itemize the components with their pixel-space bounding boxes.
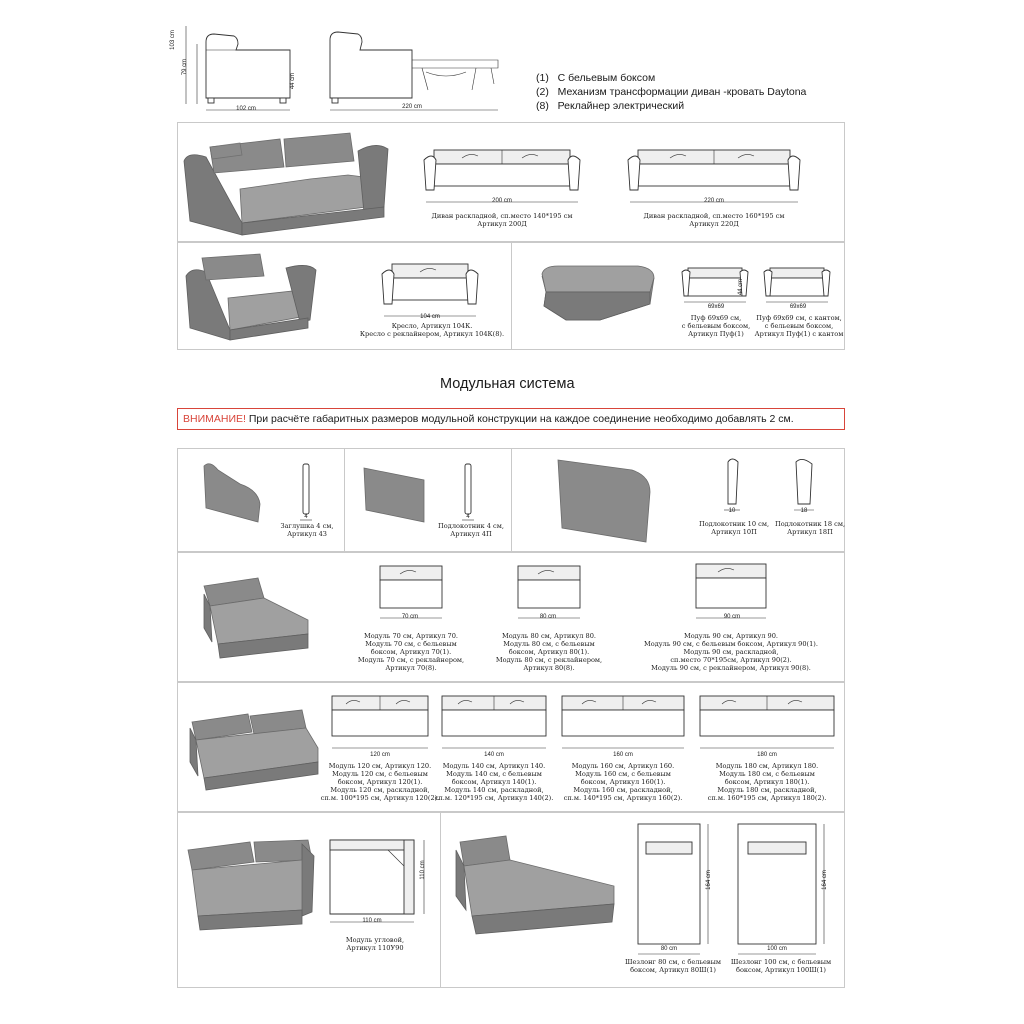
caption-line: Диван раскладной, сп.место 160*195 см <box>643 212 785 220</box>
chaise-100-drawing <box>736 822 836 962</box>
caption-line: сп.м. 120*195 см, Артикул 140(2). <box>434 794 554 802</box>
dim-height-back: 79 cm <box>182 58 188 76</box>
caption-line: боксом, Артикул 70(1). <box>370 648 452 656</box>
armrest-10-drawing <box>722 456 742 510</box>
armrest-18-drawing <box>792 456 816 510</box>
caption-line: Модуль 160 см, с бельевым <box>575 770 671 778</box>
module-90-drawing <box>692 560 772 620</box>
caption-line: Модуль 120 см, Артикул 120. <box>328 762 432 770</box>
module-140-caption <box>434 762 554 802</box>
caption-line: сп.место 70*195см, Артикул 90(2). <box>670 656 792 664</box>
caption-line: Диван раскладной, сп.место 140*195 см <box>431 212 573 220</box>
module-120-drawing <box>330 692 430 752</box>
caption-line: Модуль 70 см, с бельевым <box>365 640 457 648</box>
caption-line: сп.м. 140*195 см, Артикул 160(2). <box>563 794 683 802</box>
module-90-width: 90 cm <box>723 614 741 620</box>
caption-line: Артикул 10П <box>711 528 757 536</box>
pouf-height: 44 cm <box>738 278 744 296</box>
armchair-render <box>182 250 322 340</box>
module-180-drawing <box>698 692 836 752</box>
pouf-a-size: 69x69 <box>707 304 725 310</box>
module-140-width: 140 cm <box>484 752 504 758</box>
chaise-80-caption <box>618 958 728 974</box>
module-180-width: 180 cm <box>757 752 777 758</box>
module-160-width: 160 cm <box>613 752 633 758</box>
armrest-4-drawing <box>462 462 476 522</box>
caption-line: Модуль 90 см, с реклайнером, Артикул 90(8). <box>651 664 811 672</box>
caption-line: Модуль 70 см, Артикул 70. <box>363 632 459 640</box>
caption-line: Модуль 80 см, Артикул 80. <box>501 632 597 640</box>
corner-module-drawing <box>328 834 428 924</box>
sofa-220-drawing <box>626 146 802 206</box>
corner-width: 110 cm <box>362 918 382 924</box>
caption-line: Подлокотник 10 см, <box>698 520 770 528</box>
chaise-80-height: 164 cm <box>706 870 712 890</box>
pouf-render <box>538 262 658 332</box>
caption-line: боксом, Артикул 180(1). <box>724 778 810 786</box>
module-140-drawing <box>440 692 548 752</box>
caption-line: Модуль 90 см, с бельевым боксом, Артикул 90(1). <box>644 640 818 648</box>
caption-line: Артикул Пуф(1) с кантом <box>754 330 844 338</box>
corner-module-render <box>184 832 324 932</box>
sofa-200-drawing <box>422 146 582 206</box>
sofa-render <box>180 127 400 237</box>
caption-line: Шезлонг 100 см, с бельевым <box>730 958 832 966</box>
armchair-drawing <box>380 260 480 320</box>
caption-line: Артикул 200Д <box>477 220 527 228</box>
armrest-4-dim: 4 <box>466 514 470 520</box>
divider <box>440 812 441 988</box>
caption-line: Модуль 140 см, с бельевым <box>446 770 542 778</box>
caption-line: Пуф 69x69 см, с кантом, <box>756 314 842 322</box>
module-160-drawing <box>560 692 686 752</box>
caption-line: Шезлонг 80 см, с бельевым <box>624 958 722 966</box>
end-cap-dim: 4 <box>304 514 308 520</box>
caption-line: Модуль 80 см, с реклайнером, <box>495 656 603 664</box>
caption-line: Артикул 70(8). <box>385 664 437 672</box>
legend-text: С бельевым боксом <box>557 72 656 84</box>
legend-item <box>536 86 806 99</box>
caption-line: Модуль 120 см, с бельевым <box>332 770 428 778</box>
warning-text: При расчёте габаритных размеров модульной конструкции на каждое соединение необходимо добавлять 2 см. <box>245 413 794 425</box>
caption-line: с бельевым боксом, <box>764 322 834 330</box>
caption-line: Артикул 4П <box>450 530 492 538</box>
caption-line: Артикул 80(8). <box>523 664 575 672</box>
chaise-100-width: 100 cm <box>767 946 787 952</box>
sofa-200-caption <box>402 212 602 228</box>
caption-line: Модуль 180 см, Артикул 180. <box>715 762 819 770</box>
corner-height: 110 cm <box>420 860 426 880</box>
chaise-80-width: 80 cm <box>660 946 678 952</box>
caption-line: Модуль 160 см, раскладной, <box>573 786 673 794</box>
armrest-10-render <box>554 456 654 542</box>
caption-line: Модуль угловой, <box>345 936 405 944</box>
caption-line: Артикул Пуф(1) <box>688 330 744 338</box>
armrest-4-render <box>360 462 430 522</box>
caption-line: Модуль 160 см, Артикул 160. <box>571 762 675 770</box>
module-80-width: 80 cm <box>539 614 557 620</box>
sofa-220-width: 220 cm <box>704 198 724 204</box>
caption-line: Артикул 18П <box>787 528 833 536</box>
module-80-caption <box>484 632 614 672</box>
corner-caption <box>330 936 420 952</box>
legend-text: Механизм трансформации диван -кровать Daytona <box>557 86 807 98</box>
legend-item <box>536 100 684 113</box>
caption-line: Модуль 90 см, Артикул 90. <box>683 632 779 640</box>
module-90-caption <box>636 632 826 672</box>
caption-line: боксом, Артикул 80Ш(1) <box>630 966 716 974</box>
dim-width-side: 102 cm <box>236 106 256 112</box>
caption-line: Модуль 120 см, раскладной, <box>330 786 430 794</box>
armrest-18-caption <box>770 520 850 536</box>
caption-line: сп.м. 100*195 см, Артикул 120(2). <box>320 794 440 802</box>
module-80-drawing <box>514 562 584 622</box>
caption-line: боксом, Артикул 140(1). <box>451 778 537 786</box>
armrest-18-dim: 18 <box>800 508 808 514</box>
caption-line: боксом, Артикул 120(1). <box>337 778 423 786</box>
armrest-4-caption <box>426 522 516 538</box>
caption-line: сп.м. 160*195 см, Артикул 180(2). <box>707 794 827 802</box>
chaise-100-caption <box>726 958 836 974</box>
end-cap-drawing <box>300 462 314 522</box>
chaise-80-drawing <box>636 822 716 962</box>
caption-line: Кресло с реклайнером, Артикул 104К(8). <box>359 330 505 338</box>
armrest-10-caption <box>694 520 774 536</box>
double-module-render <box>186 704 326 794</box>
unfolded-view-drawing <box>326 20 516 110</box>
dim-height-total: 103 cm <box>170 30 176 50</box>
caption-line: Модуль 70 см, с реклайнером, <box>357 656 465 664</box>
armchair-width: 104 cm <box>420 314 440 320</box>
warning-banner <box>177 408 845 430</box>
module-120-caption <box>320 762 440 802</box>
legend-number: (8) <box>536 100 549 112</box>
chaise-render <box>452 830 622 940</box>
module-70-width: 70 cm <box>401 614 419 620</box>
module-70-drawing <box>376 562 446 622</box>
dim-seat-height: 44 cm <box>290 72 296 90</box>
dim-length-unfolded: 220 cm <box>402 104 422 110</box>
caption-line: боксом, Артикул 80(1). <box>508 648 590 656</box>
caption-line: боксом, Артикул 160(1). <box>580 778 666 786</box>
module-70-caption <box>346 632 476 672</box>
pouf-drawing-b <box>762 266 832 306</box>
module-180-caption <box>707 762 827 802</box>
armchair-caption <box>352 322 512 338</box>
caption-line: Артикул 110У90 <box>346 944 404 952</box>
legend-number: (1) <box>536 72 549 84</box>
sofa-220-caption <box>614 212 814 228</box>
caption-line: Модуль 90 см, раскладной, <box>683 648 779 656</box>
caption-line: Пуф 69x69 см, <box>690 314 742 322</box>
pouf-b-caption <box>744 314 854 338</box>
caption-line: Подлокотник 4 см, <box>438 522 504 530</box>
legend-item <box>536 72 655 85</box>
caption-line: боксом, Артикул 100Ш(1) <box>735 966 827 974</box>
legend-text: Реклайнер электрический <box>557 100 685 112</box>
caption-line: Модуль 180 см, с бельевым <box>719 770 815 778</box>
caption-line: Подлокотник 18 см, <box>774 520 846 528</box>
single-module-render <box>198 572 318 662</box>
module-120-width: 120 cm <box>370 752 390 758</box>
warning-prefix: ВНИМАНИЕ! <box>183 413 246 425</box>
armrest-10-dim: 10 <box>728 508 736 514</box>
caption-line: Модуль 80 см, с бельевым <box>503 640 595 648</box>
caption-line: Артикул 4З <box>287 530 327 538</box>
modular-title: Модульная система <box>440 376 575 392</box>
chaise-100-height: 164 cm <box>822 870 828 890</box>
sofa-200-width: 200 cm <box>492 198 512 204</box>
caption-line: Артикул 220Д <box>689 220 739 228</box>
caption-line: с бельевым боксом, <box>681 322 751 330</box>
end-cap-render <box>200 460 270 520</box>
caption-line: Модуль 140 см, Артикул 140. <box>442 762 546 770</box>
caption-line: Кресло, Артикул 104К. <box>391 322 473 330</box>
caption-line: Заглушка 4 см, <box>280 522 334 530</box>
end-cap-caption <box>262 522 352 538</box>
legend-number: (2) <box>536 86 549 98</box>
pouf-b-size: 69x69 <box>789 304 807 310</box>
caption-line: Модуль 180 см, раскладной, <box>717 786 817 794</box>
side-view-drawing <box>180 20 300 110</box>
caption-line: Модуль 140 см, раскладной, <box>444 786 544 794</box>
module-160-caption <box>563 762 683 802</box>
